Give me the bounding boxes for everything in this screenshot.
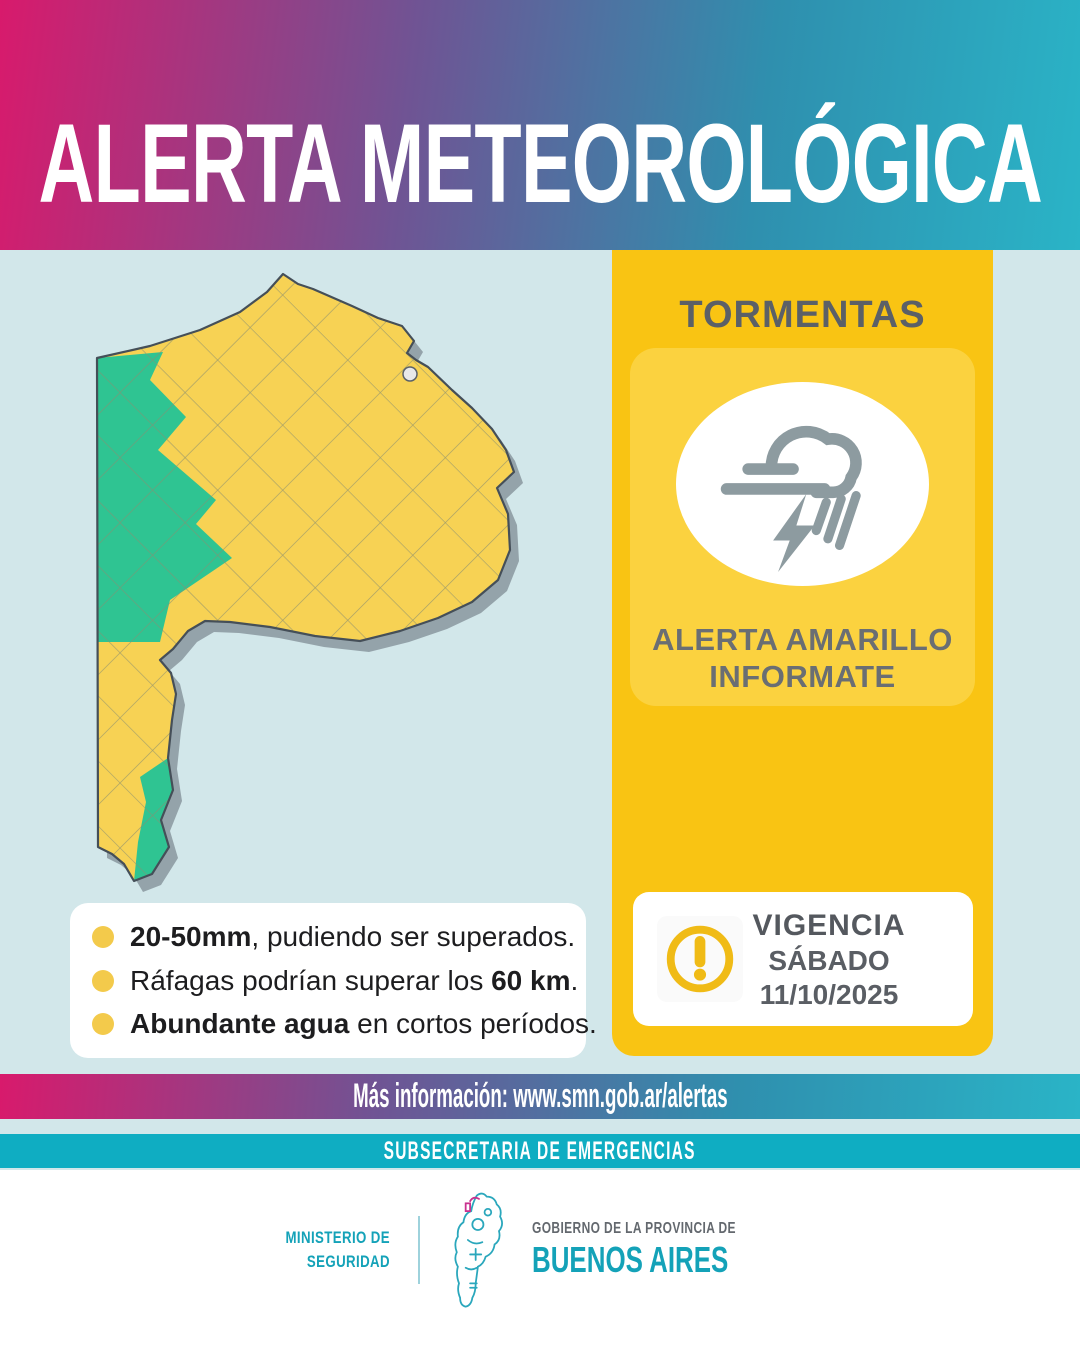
header-banner xyxy=(0,0,1080,250)
government-label xyxy=(532,1220,805,1281)
province-doodle-logo-icon xyxy=(440,1190,518,1310)
ministry-label xyxy=(241,1226,389,1274)
caba-dot xyxy=(403,367,417,381)
detail-text: Ráfagas podrían superar los 60 km. xyxy=(130,964,579,996)
alert-level-text xyxy=(630,622,975,695)
page-title: ALERTA METEOROLÓGICA xyxy=(38,100,1042,226)
ministry-line1: MINISTERIO DE xyxy=(285,1228,390,1248)
buenos-aires-province-logo xyxy=(440,1190,518,1310)
alert-level-card xyxy=(630,348,975,706)
subsecretaria-text: SUBSECRETARIA DE EMERGENCIAS xyxy=(383,1136,697,1165)
buenos-aires-province-map xyxy=(55,262,535,902)
event-title: TORMENTAS xyxy=(679,294,926,336)
details-card xyxy=(70,903,597,1058)
subsecretaria-bar xyxy=(0,1134,1080,1168)
storm-icon-circle xyxy=(676,382,929,586)
government-line2: BUENOS AIRES xyxy=(531,1238,728,1280)
more-info-url: www.smn.gob.ar/alertas xyxy=(512,1077,728,1115)
more-info-text xyxy=(353,1077,727,1116)
government-line1: GOBIERNO DE LA PROVINCIA DE xyxy=(531,1219,736,1237)
more-info-label: Más información: xyxy=(352,1077,508,1115)
vigencia-date: 11/10/2025 xyxy=(759,978,899,1010)
vigencia-day: SÁBADO xyxy=(768,945,890,976)
alert-panel xyxy=(612,250,993,1056)
storm-cloud-wind-lightning-rain-icon xyxy=(703,386,903,582)
alert-level-line1: ALERTA AMARILLO xyxy=(652,622,953,657)
vigencia-card xyxy=(633,892,973,1026)
vigencia-label: VIGENCIA xyxy=(752,909,906,942)
more-info-bar xyxy=(0,1074,1080,1119)
detail-text: 20-50mm, pudiendo ser superados. xyxy=(130,920,576,952)
footer-divider xyxy=(418,1216,420,1284)
list-item xyxy=(70,921,586,953)
list-item xyxy=(70,1008,597,1040)
footer xyxy=(0,1185,1080,1315)
detail-text: Abundante agua en cortos períodos. xyxy=(130,1008,597,1040)
bullet-dot-icon xyxy=(92,926,114,948)
list-item xyxy=(70,965,586,997)
ministry-line2: SEGURIDAD xyxy=(306,1252,390,1271)
bullet-dot-icon xyxy=(92,1013,114,1035)
province-map-svg xyxy=(55,262,535,902)
bullet-dot-icon xyxy=(92,970,114,992)
alert-level-line2: INFORMATE xyxy=(709,658,896,694)
vigencia-text xyxy=(633,908,973,1011)
